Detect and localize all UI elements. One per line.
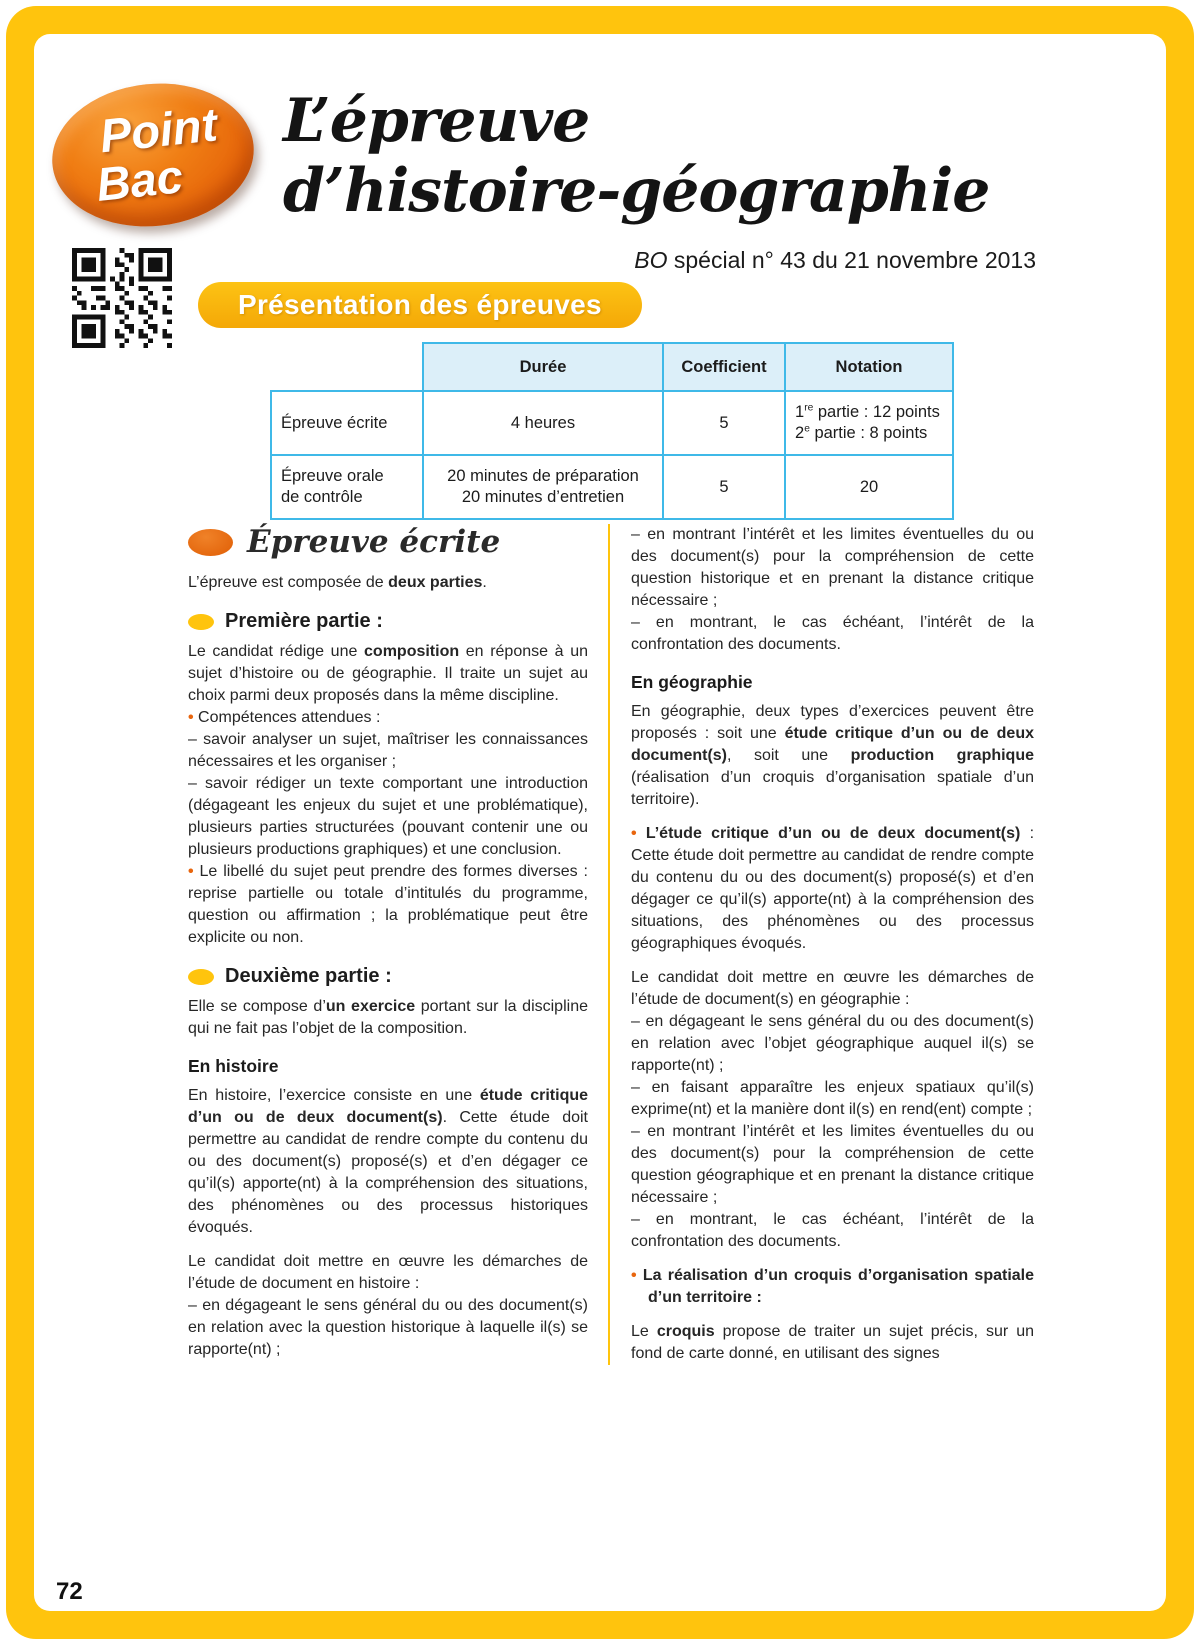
section-heading-text: Épreuve écrite xyxy=(247,524,501,560)
orange-ellipse-icon xyxy=(188,529,233,556)
cell-line: Épreuve écrite xyxy=(281,413,388,432)
paragraph: En histoire, l’exercice consiste en une étude critique d’un ou de deux document(s). Cette étude doit permettre au candidat de rendre compte du contenu du ou des document(s) proposé(s) et d’en dégager ce qu’il(s) apporte(nt) à la compréhension des situations, des phénomènes ou des processus historiques évoqués. xyxy=(188,1087,589,1236)
bo-reference: BO spécial n° 43 du 21 novembre 2013 xyxy=(634,247,1036,273)
col-header-notation: Notation xyxy=(785,343,953,391)
table-header-row xyxy=(271,343,953,391)
page-title xyxy=(283,86,989,226)
cell-line: 1re partie : 12 points xyxy=(795,402,940,421)
dash-paragraph: – en faisant apparaître les enjeux spatiaux qu’il(s) exprime(nt) et la manière dont il(s) en rend(ent) compte ; xyxy=(631,1079,1034,1118)
dash-paragraph: – savoir analyser un sujet, maîtriser les connaissances nécessaires et les organiser ; xyxy=(188,731,588,770)
left-column xyxy=(188,524,588,1365)
subsection-heading xyxy=(188,965,588,988)
cell-coef xyxy=(663,391,785,455)
paragraph: Elle se compose d’un exercice portant sur la discipline qui ne fait pas l’objet de la composition. xyxy=(188,998,588,1037)
page-title-line1: L’épreuve xyxy=(283,86,590,156)
article-columns xyxy=(188,524,1036,1365)
cell-duree xyxy=(423,455,663,519)
table-row xyxy=(271,391,953,455)
cell-line: Épreuve orale xyxy=(281,467,384,485)
paragraph: Le candidat doit mettre en œuvre les démarches de l’étude de document en histoire : xyxy=(188,1253,588,1292)
presentation-banner-label: Présentation des épreuves xyxy=(238,289,602,320)
cell-notation xyxy=(785,455,953,519)
subsection-heading-text: Deuxième partie : xyxy=(225,965,392,987)
paragraph: Le croquis propose de traiter un sujet précis, sur un fond de carte donné, en utilisant des signes xyxy=(631,1323,1034,1362)
paragraph: Le candidat rédige une composition en réponse à un sujet d’histoire ou de géographie. Il traite un sujet au choix parmi deux proposés dans la même discipline. xyxy=(188,643,588,704)
cell-line: 20 minutes de préparation xyxy=(447,467,639,485)
section-heading xyxy=(188,524,588,560)
col-header-coefficient: Coefficient xyxy=(663,343,785,391)
yellow-ellipse-icon xyxy=(188,969,214,985)
paragraph: Le candidat doit mettre en œuvre les démarches de l’étude de document(s) en géographie : xyxy=(631,969,1034,1008)
epreuves-table-body xyxy=(271,391,953,519)
bullet-paragraph: • L’étude critique d’un ou de deux document(s) : Cette étude doit permettre au candidat de rendre compte du contenu du ou des document(s) proposé(s) et d’en dégager ce qu’il(s) apporte(nt) à la compréhension des situations, des phénomènes ou des processus géographiques évoqués. xyxy=(631,825,1035,952)
col-header-duree: Durée xyxy=(423,343,663,391)
right-column xyxy=(608,524,1034,1365)
subsection-heading xyxy=(188,610,588,633)
inline-heading: En géographie xyxy=(631,672,753,692)
qr-code xyxy=(72,248,172,348)
bullet-dot-icon: • xyxy=(188,863,200,880)
cell-line: 20 minutes d’entretien xyxy=(461,488,625,506)
cell-line: 4 heures xyxy=(510,413,576,432)
subsection-heading-text: Première partie : xyxy=(225,610,383,632)
yellow-ellipse-icon xyxy=(188,614,214,630)
dash-paragraph: – en dégageant le sens général du ou des document(s) en relation avec la question historique à laquelle il(s) se rapporte(nt) ; xyxy=(188,1297,588,1358)
dash-paragraph: – savoir rédiger un texte comportant une introduction (dégageant les enjeux du sujet et une problématique), plusieurs parties structurées (pouvant contenir une ou plusieurs productions graphiques) et une conclusion. xyxy=(188,775,588,858)
bullet-paragraph: • Le libellé du sujet peut prendre des formes diverses : reprise partielle ou totale d’intitulés du programme, question ou affirmation ; la problématique peut être explicite ou non. xyxy=(188,863,588,946)
dash-paragraph: – en montrant, le cas échéant, l’intérêt de la confrontation des documents. xyxy=(631,1211,1034,1250)
cell-label xyxy=(271,391,423,455)
qr-code-graphic xyxy=(72,248,172,348)
bullet-dot-icon: • xyxy=(188,709,199,726)
paragraph: En géographie, deux types d’exercices peuvent être proposés : soit une étude critique d’un ou de deux document(s), soit une production graphique (réalisation d’un croquis d’organisation spatiale d’un territoire). xyxy=(631,703,1035,808)
bullet-dot-icon: • xyxy=(631,1267,643,1284)
cell-label xyxy=(271,455,423,519)
cell-notation xyxy=(785,391,953,455)
cell-line: 2e partie : 8 points xyxy=(795,423,928,442)
bullet-paragraph: • Compétences attendues : xyxy=(188,709,381,726)
cell-line: 5 xyxy=(719,413,729,432)
dash-paragraph: – en montrant l’intérêt et les limites éventuelles du ou des document(s) pour la compréhension de cette question géographique et en prenant la distance critique nécessaire ; xyxy=(631,1123,1034,1206)
dash-paragraph: – en montrant, le cas échéant, l’intérêt de la confrontation des documents. xyxy=(631,614,1034,653)
table-corner-cell xyxy=(271,343,423,391)
bullet-dot-icon: • xyxy=(631,825,646,842)
page-title-line2: d’histoire-géographie xyxy=(283,156,990,226)
dash-paragraph: – en dégageant le sens général du ou des document(s) en relation avec l’objet géographique auquel il(s) se rapporte(nt) ; xyxy=(631,1013,1034,1074)
presentation-banner xyxy=(198,282,642,328)
dash-paragraph: – en montrant l’intérêt et les limites éventuelles du ou des document(s) pour la compréhension de cette question historique et en prenant la distance critique nécessaire ; xyxy=(631,526,1034,609)
cell-duree xyxy=(423,391,663,455)
cell-line: 20 xyxy=(859,477,879,496)
paragraph: L’épreuve est composée de deux parties. xyxy=(188,574,487,591)
badge-line1: Point xyxy=(97,97,220,163)
page-number: 72 xyxy=(56,1578,83,1605)
epreuves-table xyxy=(270,342,954,520)
table-row xyxy=(271,455,953,519)
inline-heading: En histoire xyxy=(188,1056,279,1076)
cell-coef xyxy=(663,455,785,519)
cell-line: de contrôle xyxy=(281,488,363,506)
badge-line2: Bac xyxy=(93,149,186,211)
bullet-paragraph: • La réalisation d’un croquis d’organisation spatiale d’un territoire : xyxy=(631,1267,1035,1306)
cell-line: 5 xyxy=(719,477,729,496)
